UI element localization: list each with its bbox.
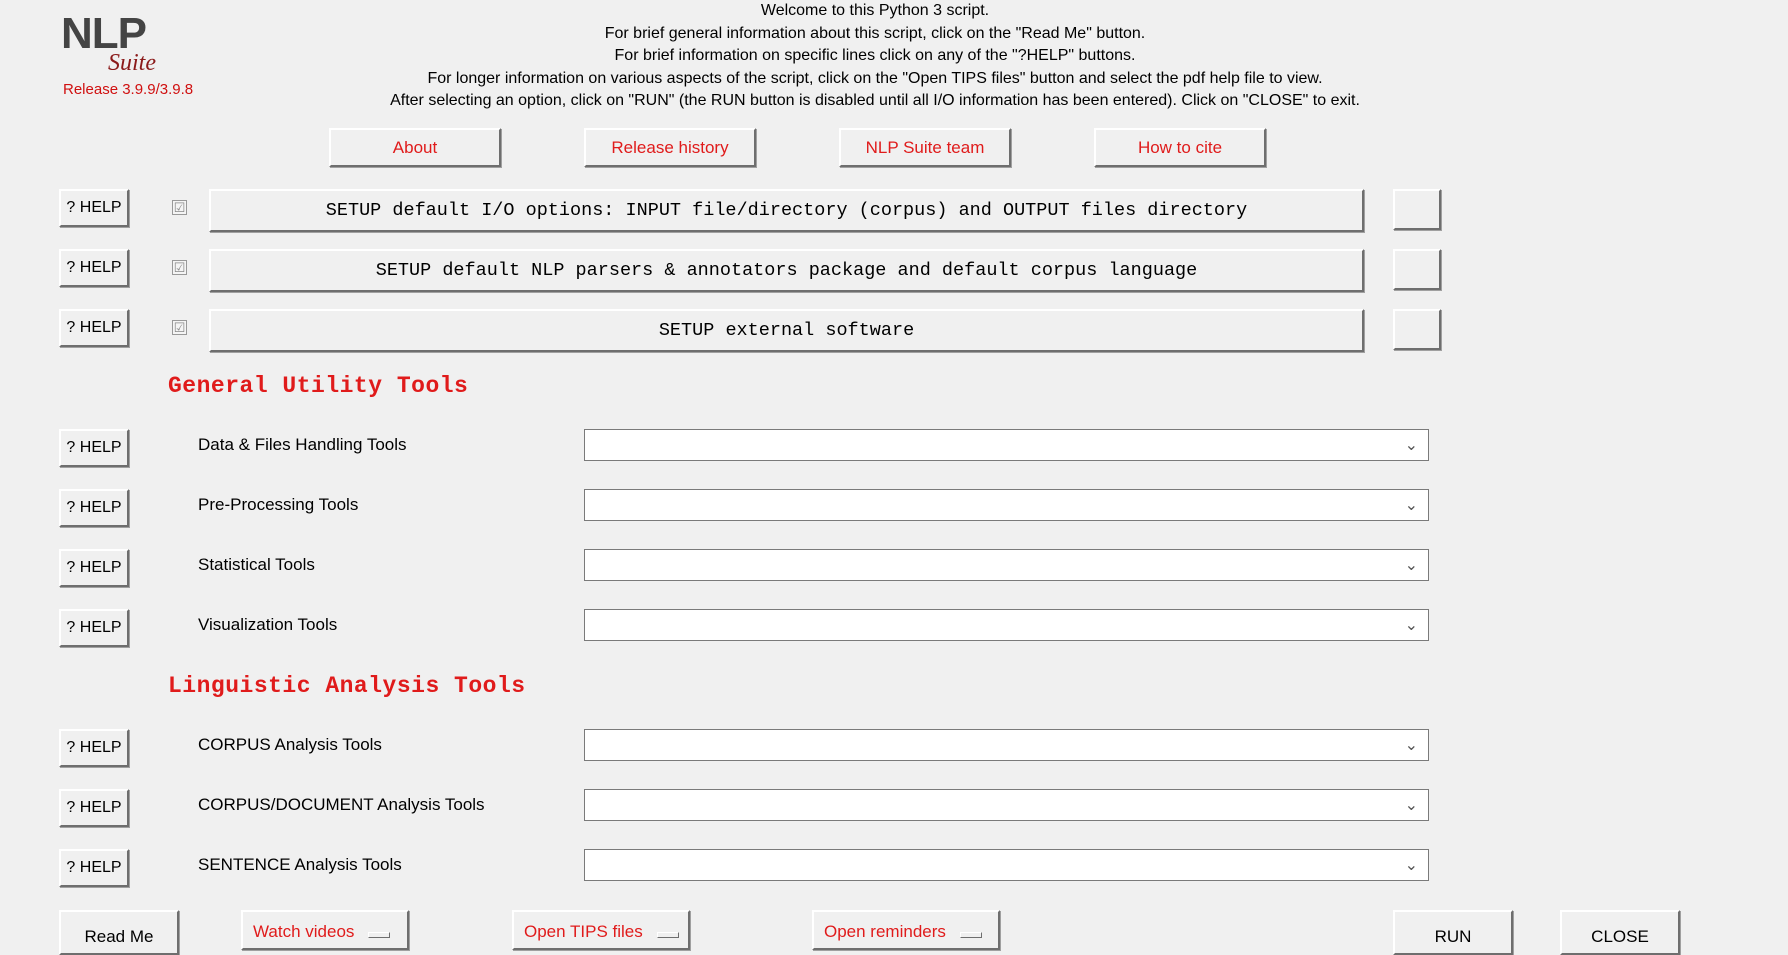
chevron-down-icon: ⌄ xyxy=(1404,497,1418,514)
logo-suite: Suite xyxy=(108,50,156,76)
how-to-cite-button[interactable]: How to cite xyxy=(1094,128,1266,167)
data-files-tools-dropdown[interactable] xyxy=(584,429,1429,461)
label-pre-processing-tools: Pre-Processing Tools xyxy=(198,495,359,514)
intro-line: Welcome to this Python 3 script. xyxy=(760,2,990,19)
chevron-down-icon: ⌄ xyxy=(1404,437,1418,454)
setup-io-extra-button[interactable] xyxy=(1393,189,1441,230)
help-button-setup-external[interactable]: ? HELP xyxy=(59,309,129,347)
help-button-setup-io[interactable]: ? HELP xyxy=(59,189,129,227)
corpus-document-analysis-tools-dropdown[interactable] xyxy=(584,789,1429,821)
label-sentence-analysis-tools: SENTENCE Analysis Tools xyxy=(198,855,402,874)
chevron-down-icon: ⌄ xyxy=(1404,737,1418,754)
open-tips-files-label: Open TIPS files xyxy=(524,922,643,941)
setup-io-checkbox[interactable]: ☑ xyxy=(173,200,186,215)
setup-external-extra-button[interactable] xyxy=(1393,309,1441,350)
help-button-setup-nlp[interactable]: ? HELP xyxy=(59,249,129,287)
read-me-button[interactable]: Read Me xyxy=(59,910,179,955)
menu-indicator-icon xyxy=(960,932,982,938)
intro-text xyxy=(300,0,1450,113)
watch-videos-menu-button[interactable] xyxy=(241,910,409,950)
nlp-suite-team-button[interactable]: NLP Suite team xyxy=(839,128,1011,167)
help-button-visualization[interactable]: ? HELP xyxy=(59,609,129,647)
label-visualization-tools: Visualization Tools xyxy=(198,615,338,634)
chevron-down-icon: ⌄ xyxy=(1404,857,1418,874)
help-button-sentence[interactable]: ? HELP xyxy=(59,849,129,887)
label-corpus-document-analysis-tools: CORPUS/DOCUMENT Analysis Tools xyxy=(198,795,485,814)
chevron-down-icon: ⌄ xyxy=(1404,617,1418,634)
about-button[interactable]: About xyxy=(329,128,501,167)
pre-processing-tools-dropdown[interactable] xyxy=(584,489,1429,521)
setup-io-button[interactable]: SETUP default I/O options: INPUT file/directory (corpus) and OUTPUT files directory xyxy=(209,189,1364,232)
statistical-tools-dropdown[interactable] xyxy=(584,549,1429,581)
intro-line: For longer information on various aspects of the script, click on the "Open TIPS files" button and select the pdf help file to view. xyxy=(427,69,1323,87)
intro-line: For brief general information about this script, click on the "Read Me" button. xyxy=(604,24,1146,42)
help-button-statistical[interactable]: ? HELP xyxy=(59,549,129,587)
setup-nlp-button[interactable]: SETUP default NLP parsers & annotators package and default corpus language xyxy=(209,249,1364,292)
label-statistical-tools: Statistical Tools xyxy=(198,555,315,574)
watch-videos-label: Watch videos xyxy=(253,922,355,941)
label-corpus-analysis-tools: CORPUS Analysis Tools xyxy=(198,735,382,754)
logo-nlp: NLP xyxy=(61,9,146,58)
run-button[interactable]: RUN xyxy=(1393,910,1513,955)
open-reminders-label: Open reminders xyxy=(824,922,946,941)
release-history-button[interactable]: Release history xyxy=(584,128,756,167)
help-button-data-files[interactable]: ? HELP xyxy=(59,429,129,467)
open-tips-files-menu-button[interactable] xyxy=(512,910,690,950)
setup-external-checkbox[interactable]: ☑ xyxy=(173,320,186,335)
menu-indicator-icon xyxy=(657,932,679,938)
section-title-general: General Utility Tools xyxy=(168,373,469,399)
help-button-corpus-document[interactable]: ? HELP xyxy=(59,789,129,827)
open-reminders-menu-button[interactable] xyxy=(812,910,1000,950)
chevron-down-icon: ⌄ xyxy=(1404,797,1418,814)
corpus-analysis-tools-dropdown[interactable] xyxy=(584,729,1429,761)
help-button-pre-processing[interactable]: ? HELP xyxy=(59,489,129,527)
label-data-files-tools: Data & Files Handling Tools xyxy=(198,435,407,454)
section-title-linguistic: Linguistic Analysis Tools xyxy=(168,673,526,699)
visualization-tools-dropdown[interactable] xyxy=(584,609,1429,641)
menu-indicator-icon xyxy=(368,932,390,938)
release-version: Release 3.9.9/3.9.8 xyxy=(63,81,194,98)
sentence-analysis-tools-dropdown[interactable] xyxy=(584,849,1429,881)
intro-line: For brief information on specific lines click on any of the "?HELP" buttons. xyxy=(614,47,1136,65)
chevron-down-icon: ⌄ xyxy=(1404,557,1418,574)
setup-nlp-extra-button[interactable] xyxy=(1393,249,1441,290)
intro-line: After selecting an option, click on "RUN" (the RUN button is disabled until all I/O information has been entered). Click on "CLOSE" to exit. xyxy=(390,92,1360,110)
close-button[interactable]: CLOSE xyxy=(1560,910,1680,955)
help-button-corpus[interactable]: ? HELP xyxy=(59,729,129,767)
setup-nlp-checkbox[interactable]: ☑ xyxy=(173,260,186,275)
setup-external-button[interactable]: SETUP external software xyxy=(209,309,1364,352)
